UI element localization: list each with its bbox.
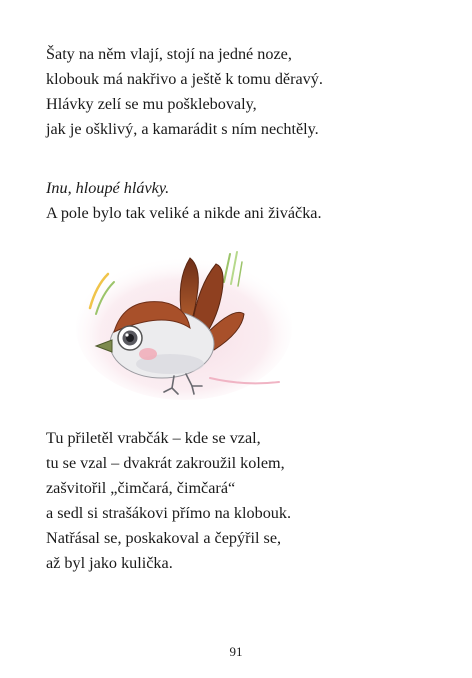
sparrow-illustration <box>74 236 294 404</box>
sparrow-icon <box>74 236 294 404</box>
poem-line: Natřásal se, poskakoval a čepýřil se, <box>46 529 282 547</box>
page-number: 91 <box>229 644 243 659</box>
poem-line: Šaty na něm vlají, stojí na jedné noze, <box>46 45 292 63</box>
poem-line: Tu přiletěl vrabčák – kde se vzal, <box>46 429 261 447</box>
poem-line: a sedl si strašákovi přímo na klobouk. <box>46 504 292 522</box>
poem-line: až byl jako kulička. <box>46 554 173 572</box>
stanza-1 <box>46 42 446 142</box>
poem-line: klobouk má nakřivo a ještě k tomu děravý. <box>46 70 323 88</box>
poem-line: tu se vzal – dvakrát zakroužil kolem, <box>46 454 285 472</box>
poem-line: zašvitořil „čimčará, čimčará“ <box>46 479 236 497</box>
poem-line: jak je ošklivý, a kamarádit s ním nechtěly. <box>46 120 319 138</box>
poem-line: A pole bylo tak veliké a nikde ani živáčka. <box>46 204 322 222</box>
stanza-2 <box>46 176 446 226</box>
stanza-3 <box>46 426 446 576</box>
poem-line-italic: Inu, hloupé hlávky. <box>46 179 170 197</box>
poem-line: Hlávky zelí se mu pošklebovaly, <box>46 95 257 113</box>
